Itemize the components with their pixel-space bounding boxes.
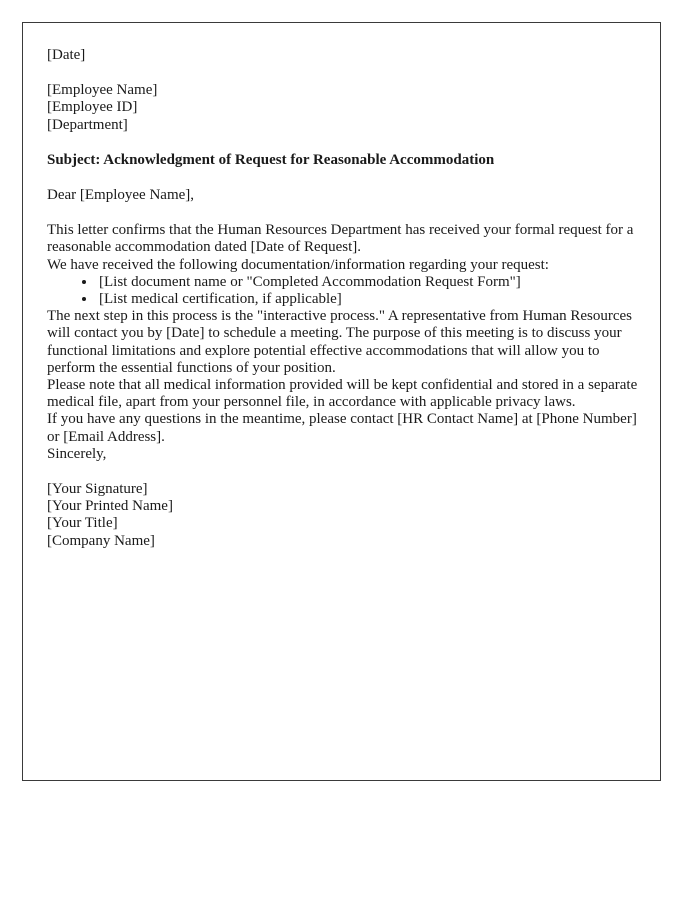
- recipient-block: [47, 82, 638, 134]
- signature-line-title: [Your Title]: [47, 515, 118, 532]
- signature-line-signature: [Your Signature]: [47, 481, 148, 498]
- signature-line-company: [Company Name]: [47, 532, 155, 549]
- paragraph-interactive-process: The next step in this process is the "interactive process." A representative from Human Resources will contact you by [Date] to schedule a meeting. The purpose of this meeting is to discuss your functional limitations and explore potential effective accommodations that will allow you to perform the essential functions of your position.: [47, 308, 632, 376]
- date-block: [47, 47, 638, 64]
- list-item: • [List document name or "Completed Accommodation Request Form"]: [97, 274, 638, 291]
- date-placeholder: [Date]: [47, 47, 86, 63]
- signature-line-printed-name: [Your Printed Name]: [47, 498, 173, 515]
- signature-block: [47, 481, 638, 550]
- recipient-line-department: [Department]: [47, 116, 128, 133]
- documentation-list: [47, 274, 638, 308]
- letter-body: [47, 47, 638, 550]
- paragraph-confidentiality: Please note that all medical information provided will be kept confidential and stored in a separate medical file, apart from your personnel file, in accordance with applicable privacy laws.: [47, 377, 638, 411]
- salutation: Dear [Employee Name],: [47, 187, 195, 204]
- paragraph-documentation-intro: We have received the following documentation/information regarding your request:: [47, 256, 549, 273]
- recipient-line-employee-name: [Employee Name]: [47, 82, 158, 99]
- closing-salutation: Sincerely,: [47, 445, 107, 462]
- subject-line: Subject: Acknowledgment of Request for Reasonable Accommodation: [47, 151, 495, 168]
- paragraph-contact: If you have any questions in the meantime, please contact [HR Contact Name] at [Phone Number] or [Email Address].: [47, 411, 637, 445]
- document-page-frame: [22, 22, 661, 781]
- closing-block: [47, 446, 638, 463]
- subject-block: [47, 152, 638, 169]
- paragraph-confirmation: This letter confirms that the Human Resources Department has received your formal request for a reasonable accommodation dated [Date of Request].: [47, 222, 634, 256]
- salutation-block: [47, 187, 638, 204]
- recipient-line-employee-id: [Employee ID]: [47, 99, 138, 116]
- list-item: • [List medical certification, if applicable]: [97, 291, 638, 308]
